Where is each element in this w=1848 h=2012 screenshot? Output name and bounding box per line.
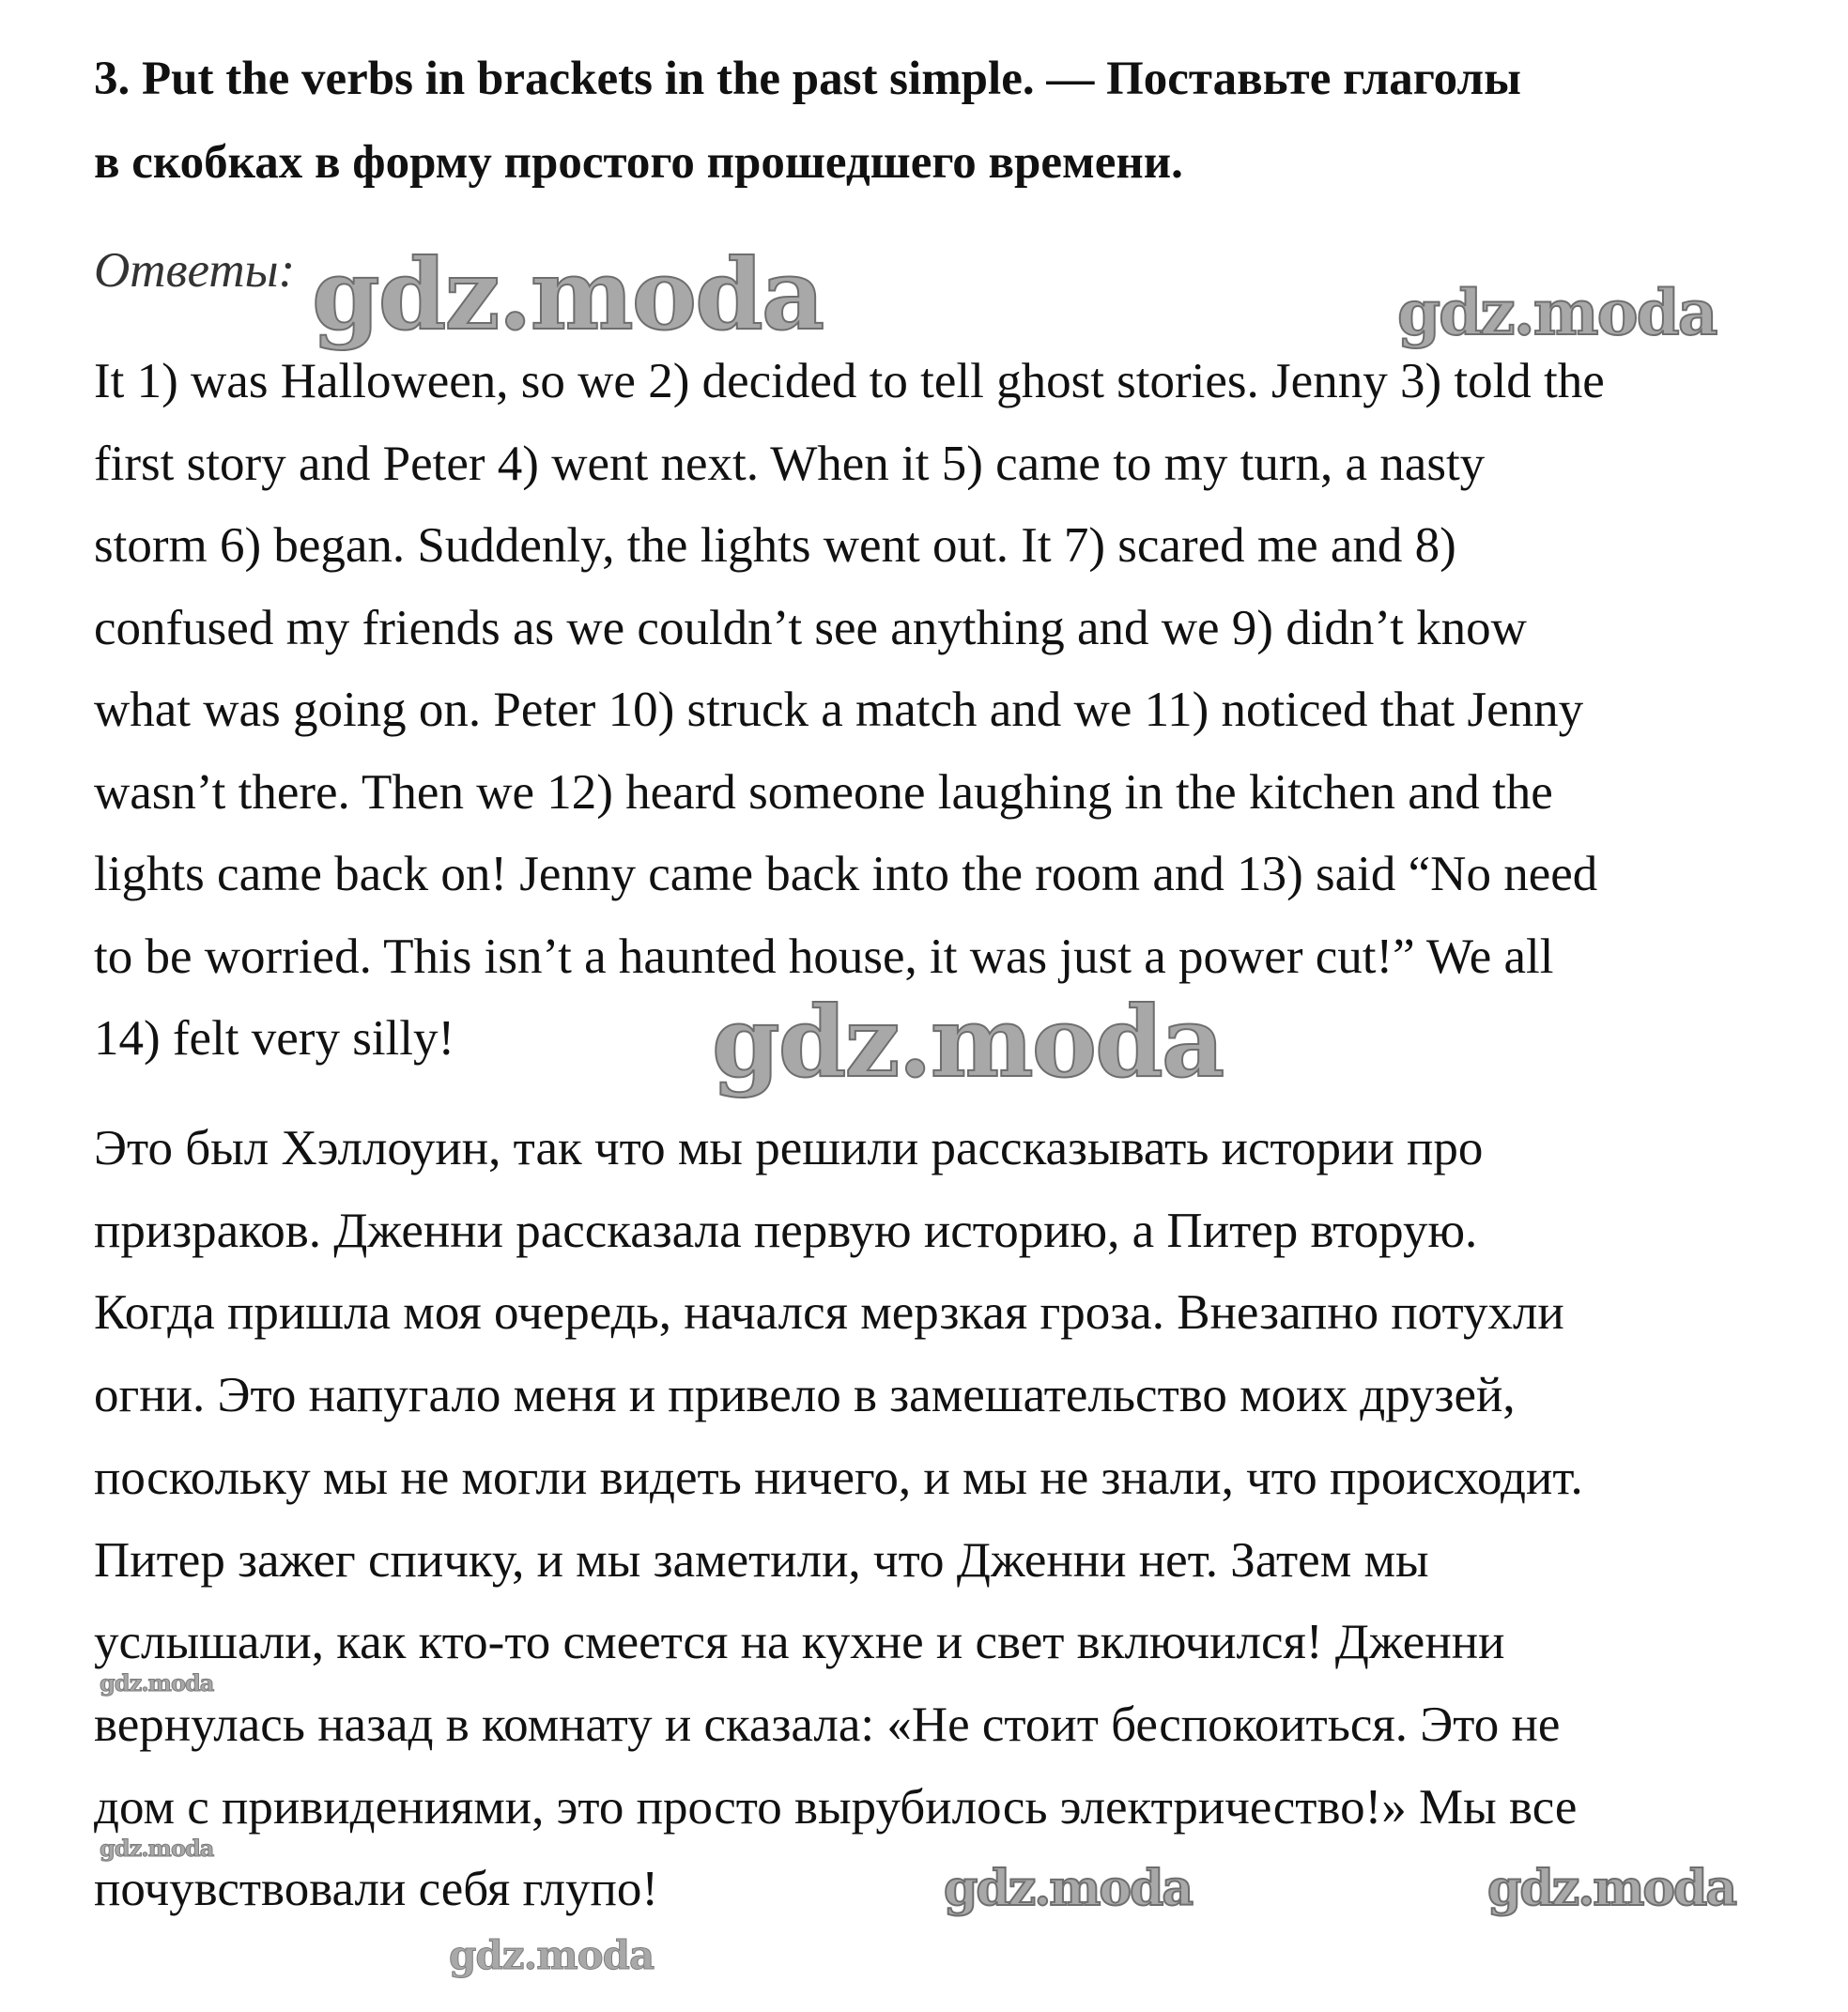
watermark: gdz.moda	[449, 1932, 654, 1978]
text-line: storm 6) began. Suddenly, the lights went out. It 7) scared me and 8)	[94, 518, 1456, 573]
text-line: услышали, как кто-то смеется на кухне и свет включился! Дженни	[94, 1615, 1505, 1670]
title-line-1: 3. Put the verbs in brackets in the past simple. — Поставьте глаголы	[94, 53, 1521, 105]
text-line: почувствовали себя глупо!	[94, 1862, 659, 1917]
text-line: to be worried. This isn’t a haunted house, it was just a power cut!” We all	[94, 929, 1554, 984]
text-line: It 1) was Halloween, so we 2) decided to tell ghost stories. Jenny 3) told the	[94, 354, 1605, 408]
watermark: gdz.moda	[1397, 276, 1717, 349]
text-line: Питер зажег спичку, и мы заметили, что Дженни нет. Затем мы	[94, 1532, 1429, 1588]
text-line: вернулась назад в комнату и сказала: «Не стоит беспокоиться. Это не	[94, 1697, 1561, 1752]
text-line: дом с привидениями, это просто вырубилось электричество!» Мы все	[94, 1779, 1578, 1835]
text-line: lights came back on! Jenny came back into the room and 13) said “No need	[94, 847, 1598, 901]
text-line: Это был Хэллоуин, так что мы решили рассказывать истории про	[94, 1121, 1484, 1175]
text-line: confused my friends as we couldn’t see anything and we 9) didn’t know	[94, 600, 1527, 655]
text-line: first story and Peter 4) went next. When it 5) came to my turn, a nasty	[94, 436, 1486, 491]
title-line-2: в скобках в форму простого прошедшего времени.	[94, 136, 1183, 189]
watermark: gdz.moda	[312, 237, 824, 352]
text-line: 14) felt very silly!	[94, 1011, 455, 1066]
text-line: wasn’t there. Then we 12) heard someone laughing in the kitchen and the	[94, 764, 1553, 820]
watermark: gdz.moda	[100, 1669, 214, 1697]
text-line: огни. Это напугало меня и привело в замешательство моих друзей,	[94, 1368, 1516, 1423]
watermark: gdz.moda	[1487, 1860, 1736, 1917]
text-line: поскольку мы не могли видеть ничего, и мы не знали, что происходит.	[94, 1450, 1583, 1505]
answers-label: Ответы:	[94, 243, 296, 298]
text-line: Когда пришла моя очередь, начался мерзкая гроза. Внезапно потухли	[94, 1285, 1564, 1341]
text-line: what was going on. Peter 10) struck a match and we 11) noticed that Jenny	[94, 683, 1584, 737]
watermark: gdz.moda	[712, 984, 1224, 1099]
text-line: призраков. Дженни рассказала первую историю, а Питер вторую.	[94, 1203, 1478, 1258]
watermark: gdz.moda	[100, 1835, 214, 1862]
watermark: gdz.moda	[944, 1860, 1193, 1917]
